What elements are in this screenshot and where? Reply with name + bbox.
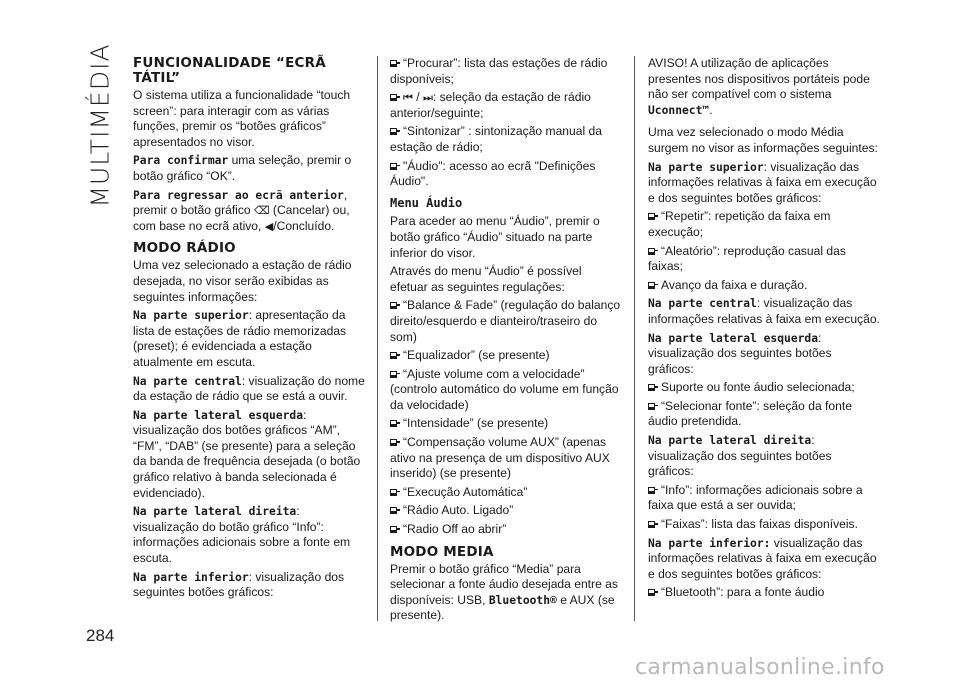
bullet-icon <box>390 128 397 135</box>
list-item: “Procurar”: lista das estações de rádio disponíveis; <box>390 56 608 86</box>
heading-media: MODO MEDIA <box>390 543 494 560</box>
bullet-icon <box>390 526 397 533</box>
paragraph-back: Para regressar ao ecrã anterior, premir o botão gráfico ⌫ (Cancelar) ou, com base no ecrã ativo, ◀/Concluído. <box>133 187 350 233</box>
list-item: “Radio Off ao abrir” <box>390 522 622 538</box>
next-track-icon: ⏭ <box>423 91 433 105</box>
list-item: “Ajuste volume com a velocidade” (controlo automático do volume em função da velocidade) <box>390 366 619 412</box>
bullet-icon <box>648 282 655 289</box>
paragraph-radio-center: Na parte central: visualização do nome da estação de rádio que se está a ouvir. <box>133 373 365 404</box>
list-item: "Áudio": acesso ao ecrã "Definições Áudio". <box>390 158 596 189</box>
bullet-icon <box>648 487 655 494</box>
list-item: “Compensação volume AUX” (apenas ativo na presença de um dispositivo AUX inserido) (se presente) <box>390 435 610 481</box>
column-divider <box>377 56 378 621</box>
paragraph-radio-left: Na parte lateral esquerda: visualização dos botões gráficos “AM”, “FM”, “DAB” (se presente) para a seleção da banda de frequência desejada (o botão gráfico relativo à banda selecionada é evidenciado). <box>133 407 361 500</box>
bullet-icon <box>390 420 397 427</box>
paragraph-media-top: Na parte superior: visualização das informações relativas à faixa em execução e dos seguintes botões gráficos: <box>648 159 877 205</box>
bullet-icon <box>648 589 655 596</box>
list-item: “Selecionar fonte”: seleção da fonte áudio pretendida. <box>648 398 852 429</box>
column-1 <box>133 56 365 604</box>
paragraph-media: Premir o botão gráfico “Media” para selecionar a fonte áudio desejada entre as disponíveis: USB, Bluetooth® e AUX (se presente). <box>390 561 618 623</box>
list-item: “Aleatório”: reprodução casual das faixas; <box>648 243 846 274</box>
list-item: “Sintonizar” : sintonização manual da estação de rádio; <box>390 124 602 154</box>
paragraph-touch: O sistema utiliza a funcionalidade “touch screen”: para interagir com as várias funções, premir os “botões gráficos” apresentados no visor. <box>133 88 351 149</box>
cancel-icon: ⌫ <box>254 204 270 218</box>
list-item: “Info”: informações adicionais sobre a faixa que está a ser ouvida; <box>648 482 863 513</box>
list-item: ⏮ / ⏭: seleção da estação de rádio anterior/seguinte; <box>390 90 591 120</box>
list-item: “Bluetooth”: para a fonte áudio <box>648 585 880 601</box>
column-divider <box>634 56 635 621</box>
list-item: “Equalizador” (se presente) <box>390 348 622 364</box>
heading-audio-menu: Menu Áudio <box>390 195 463 210</box>
list-item: “Repetir”: repetição da faixa em execução; <box>648 209 831 239</box>
paragraph-radio-top: Na parte superior: apresentação da lista de estações de rádio memorizadas (preset); é evidenciada a estação atualmente em escuta. <box>133 308 347 369</box>
previous-track-icon: ⏮ <box>403 91 413 105</box>
section-title: MULTIMÉDIA <box>85 42 115 208</box>
bullet-icon <box>648 403 655 410</box>
watermark: carmanualsonline.info <box>635 655 885 680</box>
back-arrow-icon: ◀ <box>264 219 274 233</box>
bullet-icon <box>648 213 655 220</box>
list-item: “Intensidade” (se presente) <box>390 416 622 432</box>
paragraph-radio-right: Na parte lateral direita: visualização do botão gráfico “Info”: informações adicionais sobre a fonte em escuta. <box>133 504 351 566</box>
bullet-icon <box>648 248 655 255</box>
paragraph-media-right: Na parte lateral direita: visualização dos seguintes botões gráficos: <box>648 433 832 479</box>
bullet-icon <box>648 384 655 391</box>
list-item: Suporte ou fonte áudio selecionada; <box>648 380 880 396</box>
paragraph-menu-2: Através do menu “Áudio” é possível efetuar as seguintes regulações: <box>390 264 582 294</box>
bullet-icon <box>648 521 655 528</box>
list-item: “Execução Automática” <box>390 485 622 501</box>
paragraph-radio-bottom: Na parte inferior: visualização dos seguintes botões gráficos: <box>133 569 345 600</box>
bullet-icon <box>390 439 397 446</box>
bullet-icon <box>390 94 397 101</box>
bullet-icon <box>390 489 397 496</box>
bullet-icon <box>390 507 397 514</box>
bullet-icon <box>390 371 397 378</box>
paragraph-media-bottom: Na parte inferior: visualização das informações relativas à faixa em execução e dos seguintes botões gráficos: <box>648 535 877 581</box>
bullet-icon <box>390 163 397 170</box>
heading-radio: MODO RÁDIO <box>133 240 236 257</box>
paragraph-media-selected: Uma vez selecionado o modo Média surgem no visor as informações seguintes: <box>648 125 878 155</box>
paragraph-media-left: Na parte lateral esquerda: visualização dos seguintes botões gráficos: <box>648 330 832 376</box>
paragraph-radio: Uma vez selecionado a estação de rádio desejada, no visor serão exibidas as seguintes informações: <box>133 258 352 304</box>
list-item: “Faixas”: lista das faixas disponíveis. <box>648 517 880 533</box>
list-item: “Balance & Fade” (regulação do balanço direito/esquerdo e dianteiro/traseiro do som) <box>390 298 621 344</box>
bullet-icon <box>390 302 397 309</box>
column-2 <box>390 56 622 627</box>
paragraph-confirm: Para confirmar uma seleção, premir o botão gráfico “OK”. <box>133 153 352 183</box>
list-item: “Rádio Auto. Ligado” <box>390 503 622 519</box>
list-item: Avanço da faixa e duração. <box>648 278 880 294</box>
heading-touch: FUNCIONALIDADE “ECRÃ TÁTIL” <box>133 55 326 86</box>
paragraph-media-center: Na parte central: visualização das informações relativas à faixa em execução. <box>648 296 880 326</box>
page-number: 284 <box>86 626 115 645</box>
column-3 <box>648 56 880 604</box>
paragraph-menu-1: Para aceder ao menu “Áudio”, premir o botão gráfico “Áudio” situado na parte inferior do visor. <box>390 214 600 260</box>
paragraph-warning: AVISO! A utilização de aplicações presentes nos dispositivos portáteis pode não ser compatível com o sistema Uconnect™. <box>648 56 870 117</box>
bullet-icon <box>390 352 397 359</box>
bullet-icon <box>390 60 397 67</box>
